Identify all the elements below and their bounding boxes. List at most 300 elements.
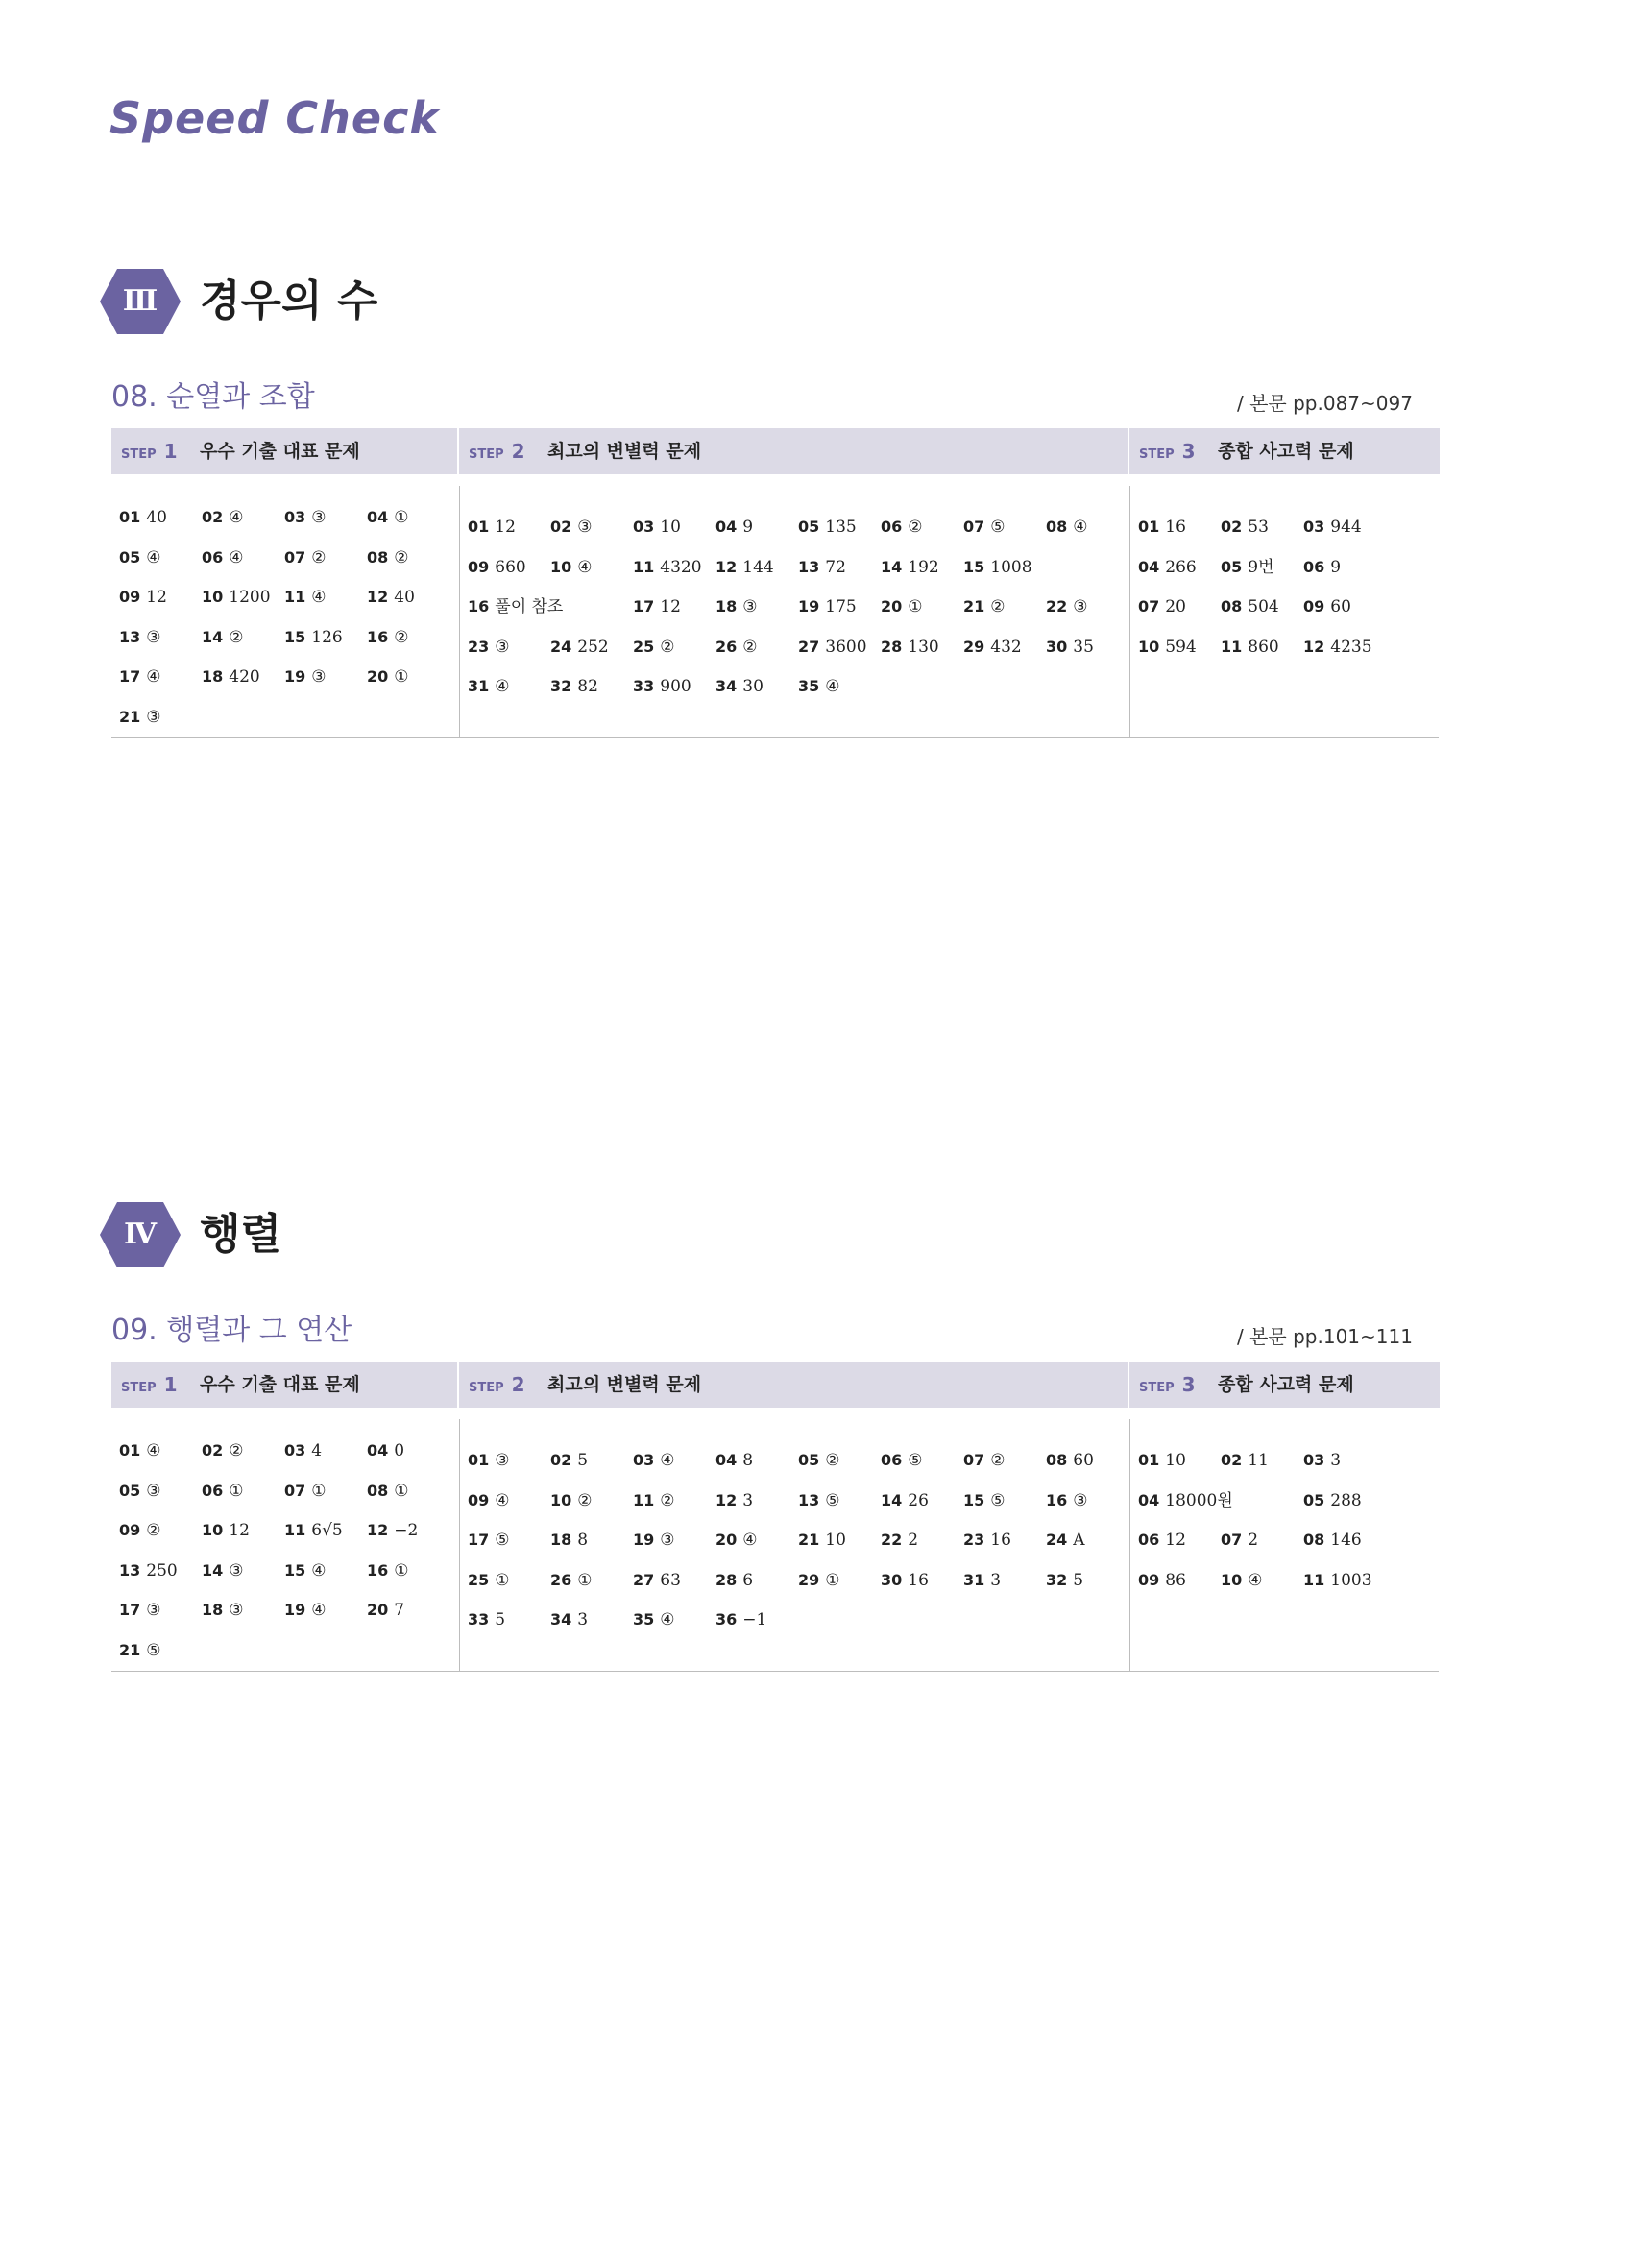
answer-number: 25: [468, 1570, 490, 1589]
answer-number: 16: [367, 1560, 389, 1580]
answer-value: 8: [742, 1451, 754, 1470]
answer-number: 28: [881, 637, 903, 656]
answer-value: 9번: [1248, 557, 1274, 577]
answer-item: [284, 585, 327, 610]
answer-value: ④: [146, 1441, 161, 1460]
answer-value: 660: [495, 557, 526, 577]
answer-number: 13: [119, 1560, 141, 1580]
answer-value: 40: [146, 508, 167, 527]
answer-value: 5: [1073, 1570, 1084, 1590]
answer-number: 15: [284, 627, 306, 646]
answer-value: ①: [229, 1481, 244, 1501]
answer-number: 03: [284, 1441, 306, 1460]
answer-value: 266: [1165, 557, 1197, 577]
answer-value: 7: [394, 1601, 405, 1620]
answer-value: 944: [1330, 518, 1362, 537]
answer-item: [881, 1488, 929, 1513]
answer-item: [798, 594, 857, 619]
answer-value: 12: [146, 588, 167, 607]
answer-number: 04: [1138, 1490, 1160, 1509]
step-title: 우수 기출 대표 문제: [200, 441, 360, 462]
answer-item: [1303, 1448, 1341, 1473]
answer-item: [1138, 1488, 1233, 1513]
answer-value: 420: [229, 667, 260, 687]
answer-value: ②: [825, 1451, 840, 1470]
answer-number: 16: [367, 627, 389, 646]
answer-value: ④: [660, 1451, 675, 1470]
answer-value: 9: [1330, 557, 1342, 577]
answer-item: [202, 545, 244, 570]
answer-value: ④: [660, 1610, 675, 1629]
step-header: [111, 1362, 457, 1408]
answer-value: ①: [394, 508, 409, 527]
answer-item: [1046, 635, 1094, 660]
answer-item: [715, 1568, 753, 1593]
step-title: 최고의 변별력 문제: [547, 441, 702, 462]
answer-number: 04: [715, 1451, 738, 1469]
page-reference: / 본문 pp.101~111: [1237, 1325, 1413, 1348]
answer-value: A: [1073, 1531, 1085, 1550]
answer-value: 5: [577, 1451, 589, 1470]
answer-item: [1221, 515, 1269, 540]
answer-number: 14: [202, 1560, 224, 1580]
answer-item: [119, 545, 161, 570]
answer-number: 31: [963, 1570, 985, 1589]
answer-item: [798, 515, 857, 540]
answer-item: [1221, 1568, 1263, 1593]
answer-value: 72: [825, 557, 846, 577]
answer-item: [367, 625, 409, 650]
answer-number: 07: [963, 1451, 985, 1469]
answer-value: 144: [742, 557, 774, 577]
step-header: [459, 1362, 1128, 1408]
answer-item: [1303, 515, 1362, 540]
answer-number: 03: [284, 508, 306, 526]
answer-item: [715, 674, 764, 699]
step-header: [111, 428, 457, 474]
answer-item: [881, 1448, 923, 1473]
answer-item: [284, 1479, 327, 1504]
answer-value: ④: [311, 1601, 327, 1620]
answer-number: 17: [119, 667, 141, 686]
answer-number: 10: [550, 1490, 572, 1509]
answer-item: [1138, 555, 1197, 580]
answer-value: 6: [742, 1570, 754, 1590]
answer-number: 16: [468, 597, 490, 615]
answer-number: 21: [798, 1531, 820, 1549]
answer-value: 16: [1165, 518, 1186, 537]
answer-item: [715, 1448, 753, 1473]
answer-value: 60: [1073, 1451, 1094, 1470]
answer-item: [202, 664, 260, 689]
page-reference: / 본문 pp.087~097: [1237, 392, 1413, 415]
answer-number: 06: [881, 1451, 903, 1469]
answer-value: ②: [660, 637, 675, 657]
answer-number: 03: [633, 1451, 655, 1469]
step-header: [1129, 428, 1440, 474]
answer-number: 20: [367, 667, 389, 686]
step-title: 최고의 변별력 문제: [547, 1374, 702, 1395]
answer-value: ③: [495, 637, 510, 657]
answer-item: [1138, 1448, 1186, 1473]
answer-number: 32: [1046, 1570, 1068, 1589]
answer-item: [202, 1479, 244, 1504]
answer-item: [798, 1488, 840, 1513]
answer-number: 13: [119, 627, 141, 646]
answer-item: [881, 515, 923, 540]
answer-value: ③: [1073, 597, 1088, 616]
answer-value: 250: [146, 1560, 178, 1580]
answer-item: [284, 1438, 322, 1463]
answer-number: 27: [798, 637, 820, 656]
answer-number: 01: [468, 518, 490, 536]
answer-value: 9: [742, 518, 754, 537]
answer-number: 18: [715, 597, 738, 615]
answer-item: [1046, 594, 1088, 619]
answer-item: [715, 635, 758, 660]
answer-item: [963, 1568, 1001, 1593]
answer-number: 19: [798, 597, 820, 615]
chapter-title: 08. 순열과 조합: [111, 380, 315, 414]
answer-item: [633, 1528, 675, 1553]
answer-value: ④: [1073, 518, 1088, 537]
answer-item: [468, 674, 510, 699]
answer-value: ④: [1248, 1570, 1263, 1590]
answer-value: 252: [577, 637, 609, 657]
answer-number: 23: [963, 1531, 985, 1549]
answer-value: ②: [990, 597, 1006, 616]
answer-number: 16: [1046, 1490, 1068, 1509]
answer-item: [367, 505, 409, 530]
step-label: STEP 2: [469, 1373, 525, 1396]
answer-value: ②: [577, 1490, 593, 1510]
answer-item: [633, 515, 681, 540]
answer-number: 22: [1046, 597, 1068, 615]
answer-number: 15: [963, 1490, 985, 1509]
answer-item: [715, 515, 753, 540]
answer-item: [1138, 635, 1197, 660]
answer-number: 23: [468, 637, 490, 656]
answer-item: [1046, 1568, 1083, 1593]
answer-value: 3: [577, 1610, 589, 1629]
answer-number: 04: [1138, 557, 1160, 576]
answer-item: [798, 555, 846, 580]
answer-number: 11: [1303, 1570, 1325, 1589]
answer-value: 5: [495, 1610, 506, 1629]
answer-item: [284, 545, 327, 570]
answer-value: ①: [825, 1570, 840, 1590]
answer-number: 18: [202, 1601, 224, 1619]
answer-number: 18: [550, 1531, 572, 1549]
answer-item: [633, 594, 681, 619]
answer-item: [798, 1528, 846, 1553]
answer-value: 1200: [229, 588, 271, 607]
answer-item: [1138, 1568, 1186, 1593]
answer-value: 10: [1165, 1451, 1186, 1470]
answer-item: [798, 1568, 840, 1593]
answer-number: 35: [633, 1610, 655, 1629]
answer-number: 03: [633, 518, 655, 536]
answer-number: 08: [367, 1481, 389, 1500]
answer-item: [367, 1598, 404, 1623]
answer-number: 11: [284, 588, 306, 606]
answer-item: [284, 1558, 327, 1583]
answer-number: 12: [1303, 637, 1325, 656]
answer-number: 33: [633, 677, 655, 695]
step-label: STEP 1: [121, 440, 178, 463]
answer-number: 12: [367, 1521, 389, 1539]
answer-value: ③: [742, 597, 758, 616]
answer-value: 12: [229, 1521, 250, 1540]
answer-value: ②: [990, 1451, 1006, 1470]
answer-item: [468, 1448, 510, 1473]
answer-item: [550, 674, 598, 699]
answer-value: 8: [577, 1531, 589, 1550]
answer-item: [881, 1568, 929, 1593]
answer-value: 1003: [1330, 1570, 1372, 1590]
answer-number: 09: [468, 557, 490, 576]
answer-item: [963, 1488, 1006, 1513]
answer-item: [1138, 594, 1186, 619]
answer-item: [633, 1448, 675, 1473]
answer-number: 10: [202, 588, 224, 606]
answer-item: [468, 1607, 505, 1632]
answer-value: −1: [742, 1610, 767, 1629]
answer-number: 34: [715, 677, 738, 695]
answer-item: [550, 1448, 588, 1473]
answer-value: ②: [394, 627, 409, 647]
answer-number: 08: [1046, 518, 1068, 536]
answer-item: [1046, 1448, 1094, 1473]
answer-value: ⑤: [495, 1531, 510, 1550]
answer-value: ②: [146, 1521, 161, 1540]
answer-number: 09: [119, 588, 141, 606]
answer-item: [963, 594, 1006, 619]
answer-item: [633, 635, 675, 660]
answer-item: [715, 555, 774, 580]
answer-number: 21: [119, 1640, 141, 1659]
chapter-title: 09. 행렬과 그 연산: [111, 1314, 352, 1347]
answer-item: [1303, 594, 1351, 619]
answer-item: [1046, 1528, 1085, 1553]
answer-number: 10: [1221, 1570, 1243, 1589]
answer-value: ④: [495, 677, 510, 696]
step-column: [459, 1373, 1128, 1671]
answer-number: 20: [367, 1601, 389, 1619]
answer-number: 08: [1221, 597, 1243, 615]
answer-item: [202, 585, 271, 610]
answer-value: ④: [495, 1490, 510, 1510]
answer-item: [284, 1598, 327, 1623]
answer-item: [715, 1528, 758, 1553]
unit-numeral: Ⅳ: [123, 1218, 158, 1251]
answer-number: 19: [284, 667, 306, 686]
answer-number: 09: [1303, 597, 1325, 615]
step-column: [111, 428, 457, 737]
answer-value: 2: [1248, 1531, 1259, 1550]
answer-value: 82: [577, 677, 598, 696]
answer-item: [202, 1438, 244, 1463]
answer-number: 10: [202, 1521, 224, 1539]
answer-value: ①: [394, 1560, 409, 1580]
answer-number: 06: [881, 518, 903, 536]
answer-item: [963, 1448, 1006, 1473]
answer-value: ④: [146, 547, 161, 567]
unit-hexagon-badge: [100, 1200, 181, 1269]
answer-number: 17: [119, 1601, 141, 1619]
answer-number: 15: [963, 557, 985, 576]
answer-value: ⑤: [825, 1490, 840, 1510]
step-column: [459, 440, 1128, 737]
step-title: 종합 사고력 문제: [1218, 1374, 1354, 1395]
answer-item: [963, 1528, 1011, 1553]
answer-value: ⑤: [146, 1640, 161, 1660]
answer-item: [367, 585, 415, 610]
answer-item: [633, 674, 691, 699]
answer-number: 06: [1138, 1531, 1160, 1549]
answer-value: ③: [495, 1451, 510, 1470]
answer-item: [468, 594, 563, 619]
answer-number: 04: [367, 1441, 389, 1460]
answer-value: 풀이 참조: [495, 597, 564, 616]
answer-value: 16: [908, 1570, 929, 1590]
answer-item: [550, 1528, 588, 1553]
answer-item: [119, 1518, 161, 1543]
answer-value: ③: [311, 508, 327, 527]
answer-number: 10: [1138, 637, 1160, 656]
answer-number: 03: [1303, 1451, 1325, 1469]
answer-item: [550, 635, 609, 660]
answer-item: [881, 1528, 918, 1553]
answer-number: 15: [284, 1560, 306, 1580]
answer-value: 10: [825, 1531, 846, 1550]
answer-number: 08: [367, 547, 389, 567]
answer-number: 33: [468, 1610, 490, 1629]
answer-value: ④: [229, 547, 244, 567]
answer-item: [633, 555, 702, 580]
step-column: [111, 1362, 457, 1671]
answer-item: [119, 625, 161, 650]
answer-value: 4320: [660, 557, 702, 577]
answer-value: ③: [229, 1601, 244, 1620]
answer-item: [798, 1448, 840, 1473]
answer-item: [367, 1518, 418, 1543]
answer-value: 432: [990, 637, 1022, 657]
answer-value: ②: [908, 518, 923, 537]
answer-number: 04: [367, 508, 389, 526]
answer-item: [1138, 1528, 1186, 1553]
answer-number: 17: [633, 597, 655, 615]
answer-item: [550, 1488, 593, 1513]
answer-number: 02: [550, 518, 572, 536]
answer-item: [367, 1479, 409, 1504]
answer-value: 4: [311, 1441, 323, 1460]
answer-item: [119, 1479, 161, 1504]
answer-value: 3600: [825, 637, 867, 657]
answer-number: 19: [284, 1601, 306, 1619]
answer-value: ①: [908, 597, 923, 616]
answer-value: 135: [825, 518, 857, 537]
answer-value: 12: [495, 518, 516, 537]
answer-value: 192: [908, 557, 939, 577]
answer-value: ④: [742, 1531, 758, 1550]
answer-number: 07: [963, 518, 985, 536]
answer-value: ②: [229, 1441, 244, 1460]
answer-number: 24: [1046, 1531, 1068, 1549]
answer-item: [119, 1638, 161, 1663]
answer-value: ②: [311, 547, 327, 567]
answer-number: 05: [798, 1451, 820, 1469]
answer-item: [881, 594, 923, 619]
answer-number: 07: [1138, 597, 1160, 615]
answer-number: 11: [633, 557, 655, 576]
answer-item: [798, 635, 867, 660]
answer-value: 11: [1248, 1451, 1269, 1470]
answer-item: [202, 505, 244, 530]
answer-value: ①: [495, 1570, 510, 1590]
step-header: [459, 428, 1128, 474]
answer-number: 14: [881, 1490, 903, 1509]
answer-number: 13: [798, 1490, 820, 1509]
answer-number: 14: [881, 557, 903, 576]
answer-value: 3: [1330, 1451, 1342, 1470]
answer-item: [1046, 1488, 1088, 1513]
answer-value: ③: [577, 518, 593, 537]
step-column: [1129, 440, 1440, 737]
answer-item: [202, 625, 244, 650]
answer-item: [1221, 594, 1279, 619]
answer-item: [1046, 515, 1088, 540]
unit-hexagon-badge: [100, 267, 181, 336]
answer-value: ②: [742, 637, 758, 657]
answer-number: 18: [202, 667, 224, 686]
answer-item: [1303, 1528, 1362, 1553]
answer-number: 06: [202, 1481, 224, 1500]
answer-item: [119, 505, 167, 530]
answer-item: [284, 664, 327, 689]
answer-value: ③: [146, 707, 161, 727]
answer-value: ⑤: [908, 1451, 923, 1470]
answer-value: ①: [394, 667, 409, 687]
answer-value: 175: [825, 597, 857, 616]
answer-item: [119, 1438, 161, 1463]
answer-number: 01: [119, 1441, 141, 1460]
answer-value: −2: [394, 1521, 419, 1540]
unit-numeral: Ⅲ: [122, 284, 158, 318]
answer-value: 130: [908, 637, 939, 657]
unit-title: 행렬: [200, 1210, 282, 1259]
answer-item: [963, 635, 1022, 660]
answer-value: 6√5: [311, 1521, 343, 1540]
answer-number: 09: [1138, 1570, 1160, 1589]
answer-number: 34: [550, 1610, 572, 1629]
answer-value: 504: [1248, 597, 1279, 616]
answer-item: [633, 1607, 675, 1632]
answer-value: 3: [742, 1490, 754, 1510]
answer-value: 60: [1330, 597, 1351, 616]
answer-number: 05: [1221, 557, 1243, 576]
answer-value: ②: [660, 1490, 675, 1510]
answer-item: [881, 555, 939, 580]
answer-number: 05: [119, 1481, 141, 1500]
answer-item: [550, 1607, 588, 1632]
answer-number: 04: [715, 518, 738, 536]
answer-item: [119, 705, 161, 730]
answer-value: ④: [229, 508, 244, 527]
answer-number: 01: [1138, 518, 1160, 536]
answer-value: ②: [394, 547, 409, 567]
answer-number: 01: [1138, 1451, 1160, 1469]
